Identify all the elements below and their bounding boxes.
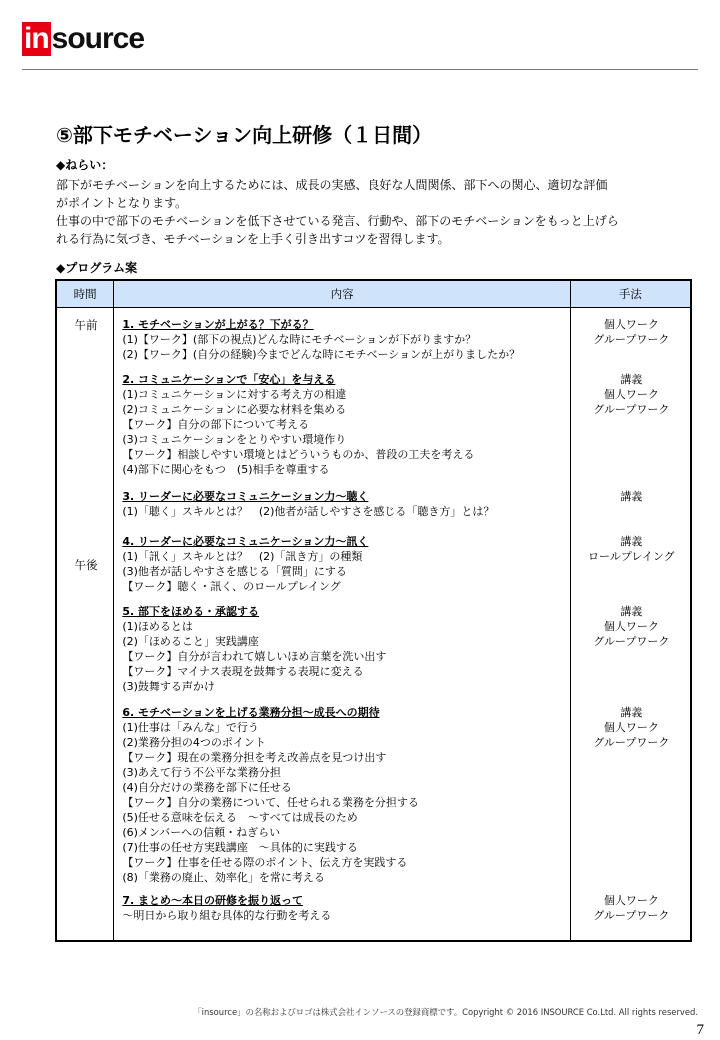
method-label: 個人ワーク — [603, 894, 659, 907]
method-block — [571, 604, 692, 649]
program-block-line: 【ワーク】相談しやすい環境とはどういうものか、普段の工夫を考える — [122, 448, 475, 461]
program-block-line: (3)コミュニケーションをとりやすい環境作り — [122, 433, 347, 446]
program-block-line: (1)「訊く」スキルとは？ (2)「訊き方」の種類 — [122, 550, 363, 563]
program-block-line: (3)他者が話しやすさを感じる「質問」にする — [122, 565, 347, 578]
method-label: 講義 — [620, 490, 643, 503]
logo-mark: in — [24, 22, 49, 55]
method-label: 講義 — [620, 706, 643, 719]
method-label: 講義 — [620, 605, 643, 618]
program-block-line: (1)コミュニケーションに対する考え方の相違 — [122, 388, 347, 401]
aim-heading: ◆ねらい： — [56, 158, 114, 172]
program-block-title: 7. まとめ～本日の研修を振り返って — [122, 894, 304, 907]
program-block — [122, 705, 567, 885]
header-divider — [22, 69, 698, 70]
method-label: グループワーク — [593, 909, 670, 922]
page-number: 7 — [696, 1022, 704, 1038]
program-block-line: (4)部下に関心をもつ (5)相手を尊重する — [122, 463, 330, 476]
method-block — [571, 489, 692, 504]
program-block-title: 6. モチベーションを上げる業務分担～成長への期待 — [122, 706, 380, 719]
program-block-title: 5. 部下をほめる・承認する — [122, 605, 260, 618]
method-label: 講義 — [620, 373, 643, 386]
table-header-row — [56, 280, 691, 308]
aim-line: 仕事の中で部下のモチベーションを低下させている発言、行動や、部下のモチベーションをもっと上げら — [56, 214, 619, 228]
time-afternoon: 午後 — [74, 558, 98, 572]
program-block-line: (3)鼓舞する声かけ — [122, 680, 215, 693]
program-block-line: (2)「ほめること」実践講座 — [122, 635, 259, 648]
program-block-line: (4)自分だけの業務を部下に任せる — [122, 781, 292, 794]
method-label: ロールプレイング — [588, 550, 675, 563]
method-label: 個人ワーク — [603, 318, 659, 331]
program-block-title: 4. リーダーに必要なコミュニケーション力～訊く — [122, 535, 369, 548]
program-block-title: 3. リーダーに必要なコミュニケーション力～聴く — [122, 490, 369, 503]
table-row — [56, 308, 691, 942]
program-block-line: (2)コミュニケーションに必要な材料を集める — [122, 403, 347, 416]
aim-line: れる行為に気づき、モチベーションを上手く引き出すコツを習得します。 — [56, 232, 450, 246]
header-content: 内容 — [114, 280, 571, 308]
insource-logo — [22, 22, 144, 56]
program-block-line: 【ワーク】自分の業務について、任せられる業務を分担する — [122, 796, 419, 809]
aim-text — [56, 176, 666, 248]
method-label: グループワーク — [593, 635, 670, 648]
program-block-line: (8)「業務の廃止、効率化」を常に考える — [122, 871, 325, 884]
program-block — [122, 317, 567, 362]
method-cell — [570, 308, 691, 942]
program-block-line: (1)【ワーク】(部下の視点)どんな時にモチベーションが下がりますか？ — [122, 333, 477, 346]
time-morning: 午前 — [74, 318, 98, 332]
method-label: グループワーク — [593, 403, 670, 416]
method-block — [571, 372, 692, 417]
method-block — [571, 705, 692, 750]
method-block — [571, 893, 692, 923]
method-label: グループワーク — [593, 333, 670, 346]
program-block-line: 【ワーク】聴く・訊く、のロールプレイング — [122, 580, 341, 593]
aim-line: がポイントとなります。 — [56, 196, 188, 210]
program-block-line: 【ワーク】現在の業務分担を考え改善点を見つけ出す — [122, 751, 387, 764]
program-block-line: (2)業務分担の4つのポイント — [122, 736, 266, 749]
method-label: 個人ワーク — [603, 388, 659, 401]
method-label: 講義 — [620, 535, 643, 548]
program-block-line: ～明日から取り組む具体的な行動を考える — [122, 909, 332, 922]
program-block — [122, 893, 567, 923]
method-label: 個人ワーク — [603, 721, 659, 734]
program-block — [122, 604, 567, 694]
program-block-title: 2. コミュニケーションで「安心」を与える — [122, 373, 336, 386]
method-block — [571, 534, 692, 564]
time-cell — [56, 308, 114, 942]
program-block-line: (2)【ワーク】(自分の経験)今までどんな時にモチベーションが上がりましたか？ — [122, 348, 521, 361]
program-block-title: 1. モチベーションが上がる？下がる？ — [122, 318, 314, 331]
program-block-line: (3)あえて行う不公平な業務分担 — [122, 766, 281, 779]
method-block — [571, 317, 692, 347]
program-block-line: 【ワーク】仕事を任せる際のポイント、伝え方を実践する — [122, 856, 408, 869]
program-block-line: (6)メンバーへの信頼・ねぎらい — [122, 826, 281, 839]
method-label: グループワーク — [593, 736, 670, 749]
footer-copyright: 「insource」の名称およびロゴは株式会社インソースの登録商標です。Copyright © 2016 INSOURCE Co.Ltd. All rights reserved. — [193, 1007, 698, 1017]
method-label: 個人ワーク — [603, 620, 659, 633]
program-heading: ◆プログラム案 — [56, 261, 138, 275]
header-time: 時間 — [56, 280, 114, 308]
page-title: ⑤部下モチベーション向上研修（１日間） — [56, 123, 433, 147]
program-block — [122, 489, 567, 519]
program-block-line: 【ワーク】自分の部下について考える — [122, 418, 310, 431]
program-block — [122, 534, 567, 594]
program-block-line: (1)仕事は「みんな」で行う — [122, 721, 259, 734]
header-method: 手法 — [570, 280, 691, 308]
content-cell — [114, 308, 571, 942]
program-block-line: (1)「聴く」スキルとは？ (2)他者が話しやすさを感じる「聴き方」とは？ — [122, 505, 495, 518]
aim-line: 部下がモチベーションを向上するためには、成長の実感、良好な人間関係、部下への関心、適切な評価 — [56, 178, 608, 192]
program-block-line: 【ワーク】マイナス表現を鼓舞する表現に変える — [122, 665, 364, 678]
program-block-line: (7)仕事の任せ方実践講座 ～具体的に実践する — [122, 841, 358, 854]
program-block-line: 【ワーク】自分が言われて嬉しいほめ言葉を洗い出す — [122, 650, 387, 663]
program-block-line: (1)ほめるとは — [122, 620, 193, 633]
program-block-line: (5)任せる意味を伝える ～すべては成長のため — [122, 811, 358, 824]
program-block — [122, 372, 567, 477]
program-table — [55, 279, 692, 942]
logo-wordmark: source — [51, 22, 145, 55]
